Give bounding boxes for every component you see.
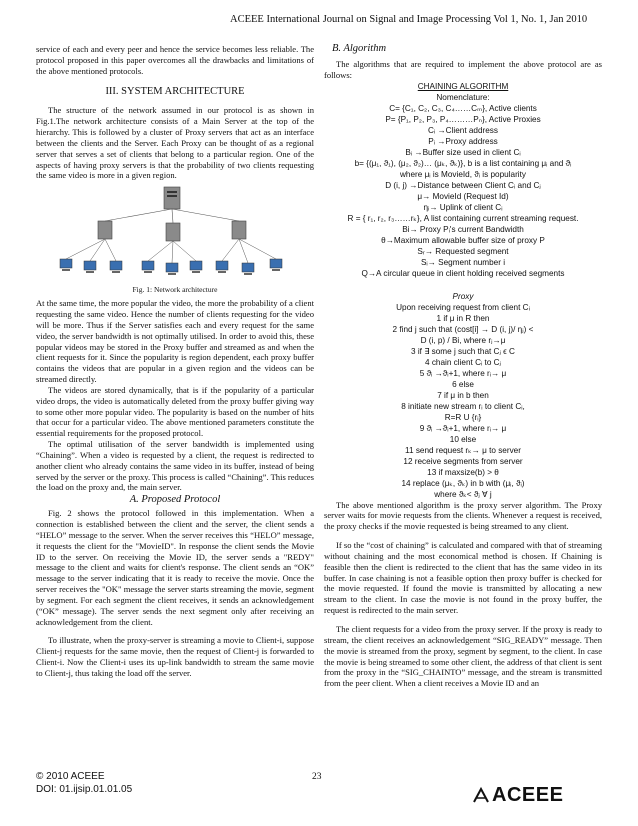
proxy-server-icon [166,223,180,241]
paragraph: The algorithms that are required to implement the above protocol are as follows: [324,58,602,80]
client-computer-icon [84,261,96,273]
nomenclature-line: P= {P₁, P₂, P₃, P₄………Pₙ}, Active Proxies [385,114,541,124]
client-computer-icon [216,261,228,273]
paragraph: To illustrate, when the proxy-server is streaming a movie to Client-i, suppose Client-j requests for the same movie, then the request of Client-j is forwarded to Client-i. Now the Client-i uses its up-link bandwidth to stream the same movie to Client-j, thus taking the load off the server. [36,635,314,678]
algorithm-step: 7 if μ in b then [437,390,489,400]
page-number: 23 [312,772,322,782]
proxy-server-icon [98,221,112,239]
nomenclature-line: Pᵢ →Proxy address [428,136,498,146]
nomenclature-line: C= {C₁, C₂, C₃, C₄……Cₘ}, Active clients [389,103,537,113]
algorithm-step: R=R U {rᵢ} [444,412,482,422]
client-computer-icon [270,259,282,271]
running-header: ACEEE International Journal on Signal and Image Processing Vol 1, No. 1, Jan 2010 [230,14,588,25]
proxy-algorithm-steps [324,302,602,500]
logo-mark-icon [472,786,490,804]
client-computer-icon [60,259,72,271]
left-column [36,44,314,679]
copyright-text: © 2010 ACEEE [36,771,105,782]
client-computer-icon [110,261,122,273]
nomenclature-line: R = { r₁, r₂, r₃……rₖ}, A list containing current streaming request. [347,213,579,223]
nomenclature-line: b= {(μ₁, ϑ₁), (μ₂, ϑ₂)… (μₖ, ϑₖ)}, b is a list containing μᵢ and ϑᵢ [354,158,572,168]
aceee-logo [472,784,563,807]
client-computer-icon [190,261,202,273]
paragraph: The client requests for a video from the proxy server. If the proxy is ready to stream, the client receives an acknowledgement “SIG_READY” message. Then the movie is streamed from the proxy, segment by segment, to the client. In case the movie is being streamed to some other client, the address of that client is sent from the proxy in the “SIG_CHAINTO” message, and the stream is transmitted from the peer client. When a client receives a Movie ID and an [324,623,602,689]
nomenclature-line: Cᵢ →Client address [428,125,498,135]
paragraph: The optimal utilisation of the server bandwidth is implemented using “Chaining”. When a video is requested by a client, the request is redirected to another client who already contains the same video in its buffer, instead of being served by the server or the proxy. This process is called “Chaining”. This reduces the load on the proxy and, the main server. [36,439,315,493]
algorithm-step: 9 ϑᵢ →ϑᵢ+1, where rᵢ→ μ [419,423,507,433]
algorithm-step: 12 receive segments from server [403,456,523,466]
network-architecture-figure [36,183,314,283]
client-computer-icon [166,263,178,275]
algorithm-title: CHAINING ALGORITHM [417,81,509,91]
proxy-algorithm-title: Proxy [452,291,474,301]
network-diagram [36,183,314,283]
nomenclature-list [324,92,602,279]
section-heading: III. SYSTEM ARCHITECTURE [105,85,245,97]
nomenclature-line: Sᵢ→ Segment number i [420,257,506,267]
algorithm-step: 11 send request rₖ→ μ to server [405,445,521,455]
paragraph: If so the “cost of chaining” is calculated and compared with that of streaming without chaining and the most economical method is chosen. If Chaining is feasible then the client is redirected to the client that has the same video in its buffer. In case chaining is not a feasible option then proxy buffer is checked for the movie requested. If found the movie is transmitted by allocating a new stream to the client. In case the movie is not found in the proxy buffer, the request is redirected to the main server. [324,540,602,616]
algorithm-step: Upon receiving request from client Cᵢ [396,302,530,312]
algorithm-step: 1 if μ in R then [436,313,490,323]
nomenclature-line: Q→A circular queue in client holding received segments [361,268,565,278]
paragraph: The above mentioned algorithm is the proxy server algorithm. The Proxy server waits for movie requests from the clients. Whenever a request is received, the proxy checks if the movie requested is being streamed to any client. [324,499,602,532]
paragraph: The videos are stored dynamically, that is if the popularity of a particular video drops, the video is automatically deleted from the proxy buffer giving way to some other more popular video. The popularity is based on the number of hits that occur for a particular video. The above mentioned parameters constitute the essential requirements for the proposed protocol. [36,384,314,439]
algorithm-step: 3 if ∃ some j such that Cⱼ ϵ C [411,346,515,356]
nomenclature-line: Bᵢ →Buffer size used in client Cᵢ [405,147,521,157]
nomenclature-line: μ→ MovieId (Request Id) [417,191,509,201]
paragraph: At the same time, the more popular the video, the more the probability of a client requesting the same video. Hence the number of clients requesting for the video will be more. Thus if the Server satisfies each and every request for the same video, the server bandwidth is not optimally utilised. In order to avoid this, these popular videos may be stored in the Proxy buffer and streamed as and when the client requests for it. Since the popularity is region dependent, each proxy buffer contains the videos that are popular in a given region and the videos can be streamed directly. [36,298,314,385]
algorithm-step: 13 if maxsize(b) > θ [427,467,499,477]
client-computer-icon [142,261,154,273]
nomenclature-line: D (i, j) →Distance between Client Cᵢ and Cⱼ [385,180,541,190]
nomenclature-line: Nomenclature: [436,92,490,102]
main-server-icon [164,187,180,209]
doi-text: DOI: 01.ijsip.01.01.05 [36,784,133,795]
footer [36,770,132,796]
client-computer-icon [242,263,254,275]
logo-text: ACEEE [492,784,564,806]
algorithm-step: 14 replace (μₖ, ϑₖ) in b with (μᵢ, ϑᵢ) [401,478,525,488]
nomenclature-line: Bi→ Proxy Pᵢ's current Bandwidth [402,224,524,234]
nomenclature-line: ηᵢ→ Uplink of client Cᵢ [423,202,503,212]
nomenclature-line: θ→Maximum allowable buffer size of proxy P [381,235,545,245]
nomenclature-line: where μᵢ is MovieId, ϑᵢ is popularity [400,169,526,179]
figure-caption: Fig. 1: Network architecture [132,285,218,295]
paragraph: service of each and every peer and hence the service becomes less reliable. The protocol proposed in this paper overcomes all the drawbacks and limitations of the above mentioned protocols. [36,44,314,76]
algorithm-step: where ϑₖ< ϑⱼ ∀ j [434,489,492,499]
algorithm-step: 5 ϑᵢ →ϑᵢ+1, where rᵢ→ μ [419,368,507,378]
right-column [324,44,602,689]
algorithm-step: 6 else [452,379,474,389]
algorithm-step: 8 initiate new stream rᵢ to client Cᵢ, [401,401,525,411]
nomenclature-line: Sᵣ→ Requested segment [417,246,509,256]
algorithm-step: D (i, p) / Bi, where rⱼ→μ [420,335,506,345]
algorithm-step: 10 else [449,434,477,444]
paragraph: Fig. 2 shows the protocol followed in this implementation. When a connection is established between the client and the server, the client sends a “HELO” message to the server. When the server receives this “HELO” message, it requests the client for the "MovieID". In response the client sends the Movie ID to the server. On receiving the Movie ID, the server sends a "REDY" message to the client and waits for client's response. The client sends an “OK” message to the server indicating that it is ready to receive the movie. Once the server receives the "OK" message the server starts streaming the movie, segment by segment. For each segment the client receives, it sends an acknowledgement (“OK” message). The server sends the next segment only after receiving an acknowledgement from the client. [36,508,314,627]
proxy-server-icon [232,221,246,239]
chaining-algorithm [324,81,602,500]
subsection-heading: B. Algorithm [332,43,387,54]
algorithm-step: 2 find j such that (cost[i] → D (i, j)/ ηⱼ) < [392,324,534,334]
subsection-heading: A. Proposed Protocol [129,494,221,506]
paragraph: The structure of the network assumed in our protocol is as shown in Fig.1.The network architecture consists of a Main Server at the top of the hierarchy. This is followed by a cluster of Proxy servers that act as an interface between the clients and the Server. Each Proxy can be thought of as a regional server that serves a set of clients that belong to a particular region. One of the aspects of having proxy servers is that the probability of two clients requesting the same video is more in a given region. [36,105,314,181]
algorithm-step: 4 chain client Cᵢ to Cⱼ [425,357,501,367]
